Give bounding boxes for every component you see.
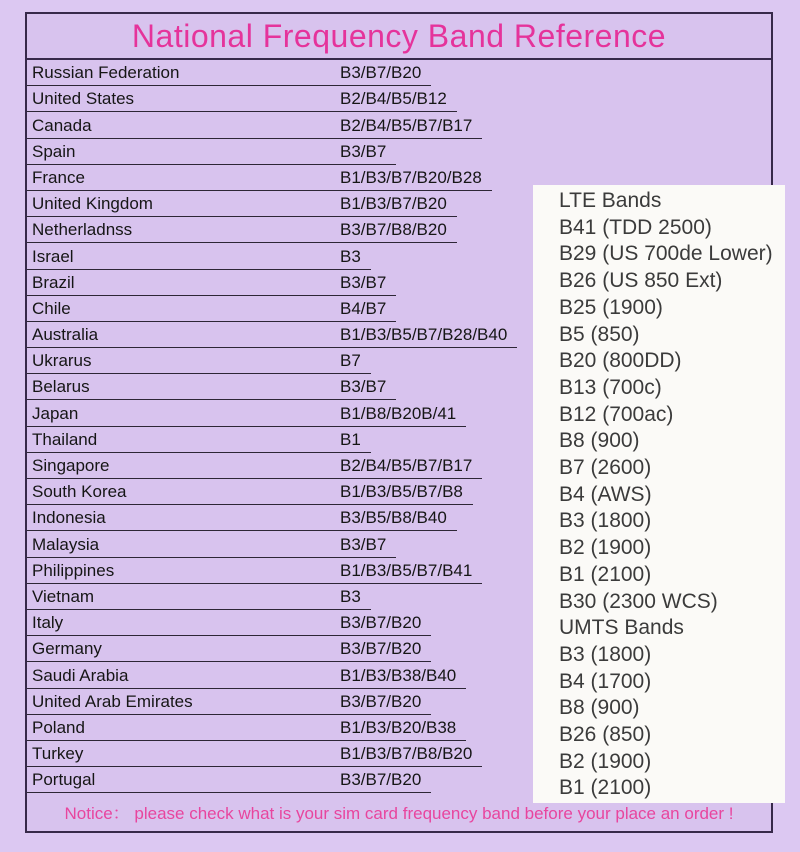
country-name: South Korea — [32, 482, 127, 502]
country-bands: B3/B7 — [340, 272, 387, 292]
panel-band-line: B5 (850) — [559, 322, 640, 346]
country-bands: B3/B7 — [340, 377, 387, 397]
country-bands: B2/B4/B5/B7/B17 — [340, 456, 473, 475]
country-bands: B3/B7/B20 — [340, 691, 422, 711]
country-name: Portugal — [32, 770, 96, 790]
panel-band-line: B8 (900) — [559, 429, 640, 453]
country-name: Japan — [32, 403, 79, 423]
panel-band-line: B4 (1700) — [559, 669, 652, 693]
country-name: United Kingdom — [32, 194, 153, 214]
country-bands: B3/B7/B20 — [340, 639, 422, 659]
table-row — [27, 60, 431, 86]
country-table — [27, 60, 517, 793]
panel-band-line: B25 (1900) — [559, 295, 663, 319]
table-row — [27, 322, 517, 348]
panel-band-line: B3 (1800) — [559, 642, 652, 666]
panel-band-line: B30 (2300 WCS) — [559, 589, 718, 613]
country-bands: B1/B3/B7/B20/B28 — [340, 167, 482, 187]
panel-band-line: B13 (700c) — [559, 375, 662, 399]
country-name: Germany — [32, 639, 102, 659]
table-row — [27, 165, 492, 191]
country-name: Australia — [32, 325, 99, 345]
country-name: Thailand — [32, 429, 98, 449]
panel-band-line: B41 (TDD 2500) — [559, 215, 712, 239]
panel-band-line: B29 (US 700de Lower) — [559, 242, 773, 266]
country-name: Poland — [32, 717, 85, 737]
table-row — [27, 400, 466, 426]
country-bands: B1/B3/B5/B7/B41 — [340, 560, 473, 580]
country-name: Israel — [32, 246, 74, 266]
country-name: Turkey — [32, 744, 84, 764]
panel-band-line: B3 (1800) — [559, 509, 652, 533]
country-bands: B3/B7 — [340, 141, 387, 161]
country-bands: B3 — [340, 246, 361, 266]
country-name: Malaysia — [32, 534, 100, 554]
country-bands: B1/B3/B7/B20 — [340, 194, 447, 214]
panel-band-line: B1 (2100) — [559, 776, 652, 800]
country-bands: B1/B3/B5/B7/B28/B40 — [340, 325, 508, 345]
title-bar — [27, 14, 771, 60]
country-name: Canada — [32, 115, 92, 135]
country-bands: B1/B8/B20B/41 — [340, 403, 457, 423]
panel-band-line: B7 (2600) — [559, 456, 652, 480]
table-row — [27, 374, 396, 400]
country-bands: B3 — [340, 586, 361, 606]
country-name: Saudi Arabia — [32, 665, 129, 685]
page-title: National Frequency Band Reference — [131, 17, 667, 54]
country-name: United Arab Emirates — [32, 691, 193, 711]
table-row — [27, 558, 482, 584]
table-row — [27, 139, 396, 165]
table-row — [27, 610, 431, 636]
country-bands: B1 — [340, 429, 361, 449]
country-name: France — [32, 167, 85, 187]
panel-section-header: UMTS Bands — [559, 616, 684, 640]
table-row — [27, 715, 466, 741]
country-bands: B2/B4/B5/B7/B17 — [340, 115, 473, 135]
table-row — [27, 767, 431, 793]
country-bands: B3/B7/B8/B20 — [340, 220, 447, 240]
country-bands: B4/B7 — [340, 298, 387, 318]
country-name: Belarus — [32, 377, 90, 397]
table-row — [27, 505, 457, 531]
table-row — [27, 479, 473, 505]
notice-text: Notice： please check what is your sim card frequency band before your place an order ! — [64, 804, 734, 823]
panel-band-line: B1 (2100) — [559, 562, 652, 586]
table-row — [27, 453, 482, 479]
country-name: Indonesia — [32, 508, 106, 528]
panel-band-line: B2 (1900) — [559, 749, 652, 773]
country-name: Russian Federation — [32, 63, 180, 83]
table-row — [27, 86, 457, 112]
panel-band-line: B4 (AWS) — [559, 482, 652, 506]
table-row — [27, 217, 457, 243]
country-bands: B1/B3/B5/B7/B8 — [340, 482, 463, 502]
table-row — [27, 270, 396, 296]
table-row — [27, 191, 457, 217]
country-name: Vietnam — [32, 586, 95, 606]
table-row — [27, 427, 371, 453]
table-row — [27, 662, 466, 688]
panel-band-line: B8 (900) — [559, 696, 640, 720]
table-row — [27, 689, 431, 715]
country-name: Italy — [32, 613, 64, 633]
panel-section-header: LTE Bands — [559, 189, 662, 212]
country-bands: B3/B7/B20 — [340, 770, 422, 790]
country-name: Philippines — [32, 560, 115, 580]
country-bands: B3/B7/B20 — [340, 613, 422, 633]
country-name: Ukrarus — [32, 351, 92, 371]
table-row — [27, 243, 371, 269]
table-row — [27, 296, 396, 322]
country-name: Brazil — [32, 272, 75, 292]
panel-band-line: B26 (US 850 Ext) — [559, 269, 723, 293]
band-panel — [533, 185, 785, 803]
table-row — [27, 584, 371, 610]
panel-band-line: B12 (700ac) — [559, 402, 674, 426]
country-bands: B7 — [340, 351, 361, 371]
country-bands: B1/B3/B20/B38 — [340, 717, 457, 737]
panel-band-line: B2 (1900) — [559, 536, 652, 560]
country-bands: B1/B3/B38/B40 — [340, 665, 457, 685]
table-row — [27, 636, 431, 662]
table-row — [27, 112, 482, 138]
country-bands: B1/B3/B7/B8/B20 — [340, 744, 473, 764]
table-row — [27, 531, 396, 557]
country-bands: B3/B7 — [340, 534, 387, 554]
table-row — [27, 741, 482, 767]
country-name: Spain — [32, 141, 76, 161]
country-bands: B2/B4/B5/B12 — [340, 89, 447, 109]
country-name: Netherladnss — [32, 220, 133, 240]
table-row — [27, 348, 371, 374]
country-bands: B3/B5/B8/B40 — [340, 508, 447, 528]
country-name: Chile — [32, 298, 71, 318]
country-name: United States — [32, 89, 135, 109]
country-name: Singapore — [32, 456, 110, 475]
panel-band-line: B26 (850) — [559, 723, 652, 747]
panel-band-line: B20 (800DD) — [559, 349, 682, 373]
country-bands: B3/B7/B20 — [340, 63, 422, 83]
